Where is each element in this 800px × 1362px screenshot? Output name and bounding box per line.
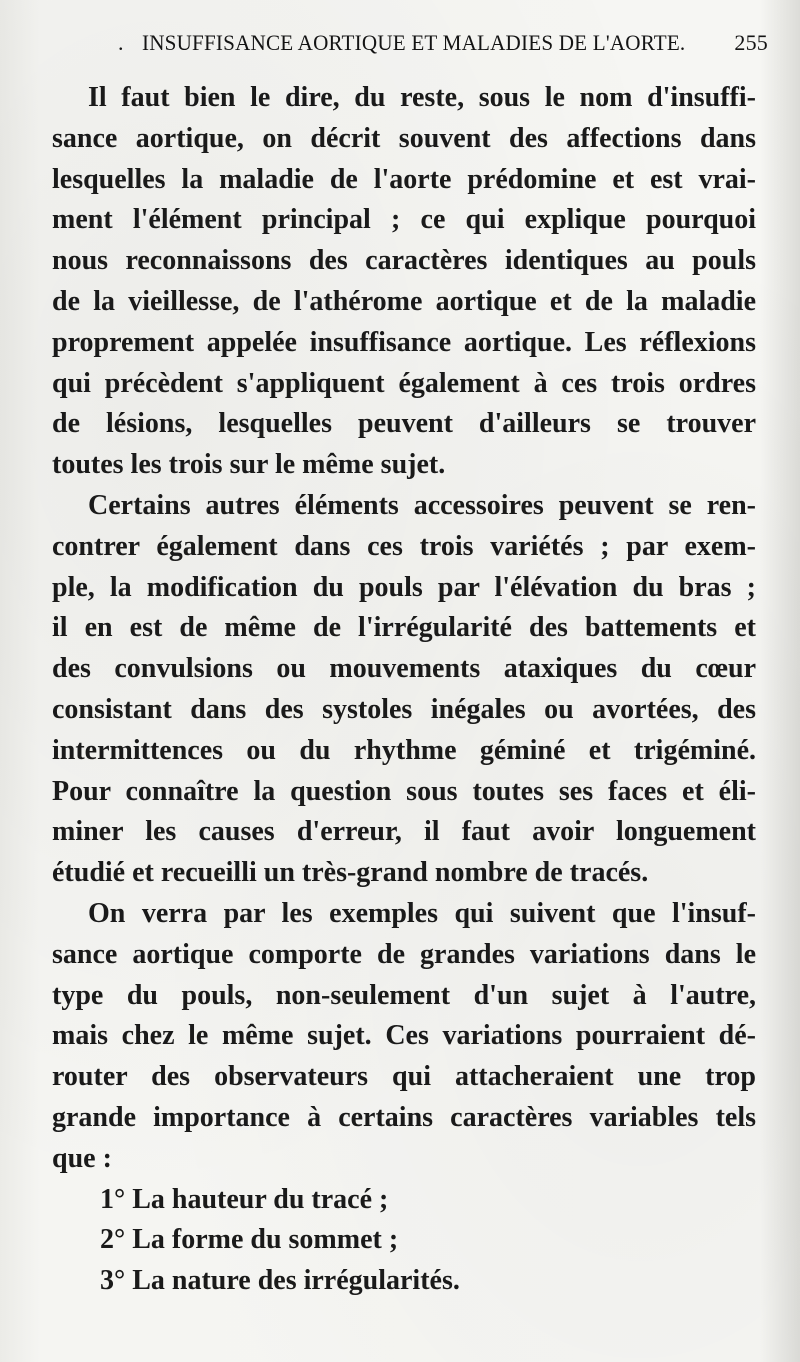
text-line: il en est de même de l'irrégularité des battements et	[52, 612, 756, 644]
text-line: étudié et recueilli un très-grand nombre de tracés.	[52, 857, 649, 889]
text-line: sance aortique, on décrit souvent des affections dans	[52, 122, 756, 154]
text-line: ment l'élément principal ; ce qui explique pourquoi	[52, 204, 756, 236]
text-line: Il faut bien le dire, du reste, sous le nom d'insuffi-	[88, 82, 756, 113]
text-line: 2° La forme du sommet ;	[100, 1224, 399, 1256]
text-line: consistant dans des systoles inégales ou avortées, des	[52, 693, 756, 725]
page-number: 255	[734, 30, 768, 55]
header-title: INSUFFISANCE AORTIQUE ET MALADIES DE L'AORTE.	[142, 30, 686, 55]
text-line: proprement appelée insuffisance aortique. Les réflexions	[52, 326, 756, 358]
text-line: des convulsions ou mouvements ataxiques du cœur	[52, 653, 756, 685]
text-line: toutes les trois sur le même sujet.	[52, 449, 446, 481]
text-line: mais chez le même sujet. Ces variations pourraient dé-	[52, 1020, 756, 1052]
text-line: grande importance à certains caractères variables tels	[52, 1101, 756, 1133]
text-line: de la vieillesse, de l'athérome aortique et de la maladie	[52, 285, 756, 317]
text-line: nous reconnaissons des caractères identiques au pouls	[52, 245, 756, 277]
header-dot: .	[118, 30, 124, 55]
text-line: Pour connaître la question sous toutes ses faces et éli-	[52, 775, 756, 807]
text-line: type du pouls, non-seulement d'un sujet à l'autre,	[52, 979, 756, 1011]
text-line: router des observateurs qui attacheraient une trop	[52, 1061, 756, 1093]
text-line: que :	[52, 1142, 112, 1174]
text-line: Certains autres éléments accessoires peuvent se ren-	[88, 489, 756, 521]
text-line: lesquelles la maladie de l'aorte prédomine et est vrai-	[52, 163, 756, 195]
text-line: qui précèdent s'appliquent également à ces trois ordres	[52, 367, 756, 399]
text-line: ple, la modification du pouls par l'élévation du bras ;	[52, 571, 756, 603]
text-line: 3° La nature des irrégularités.	[100, 1265, 460, 1297]
text-line: miner les causes d'erreur, il faut avoir longuement	[52, 816, 756, 848]
text-line: sance aortique comporte de grandes variations dans le	[52, 938, 756, 970]
text-line: 1° La hauteur du tracé ;	[100, 1183, 389, 1215]
text-line: On verra par les exemples qui suivent que l'insuf-	[88, 897, 756, 929]
text-line: intermittences ou du rhythme géminé et trigéminé.	[52, 734, 756, 766]
running-header	[118, 30, 768, 70]
text-line: de lésions, lesquelles peuvent d'ailleurs se trouver	[52, 408, 756, 440]
body-text	[52, 78, 756, 1302]
text-line: contrer également dans ces trois variétés ; par exem-	[52, 530, 756, 562]
